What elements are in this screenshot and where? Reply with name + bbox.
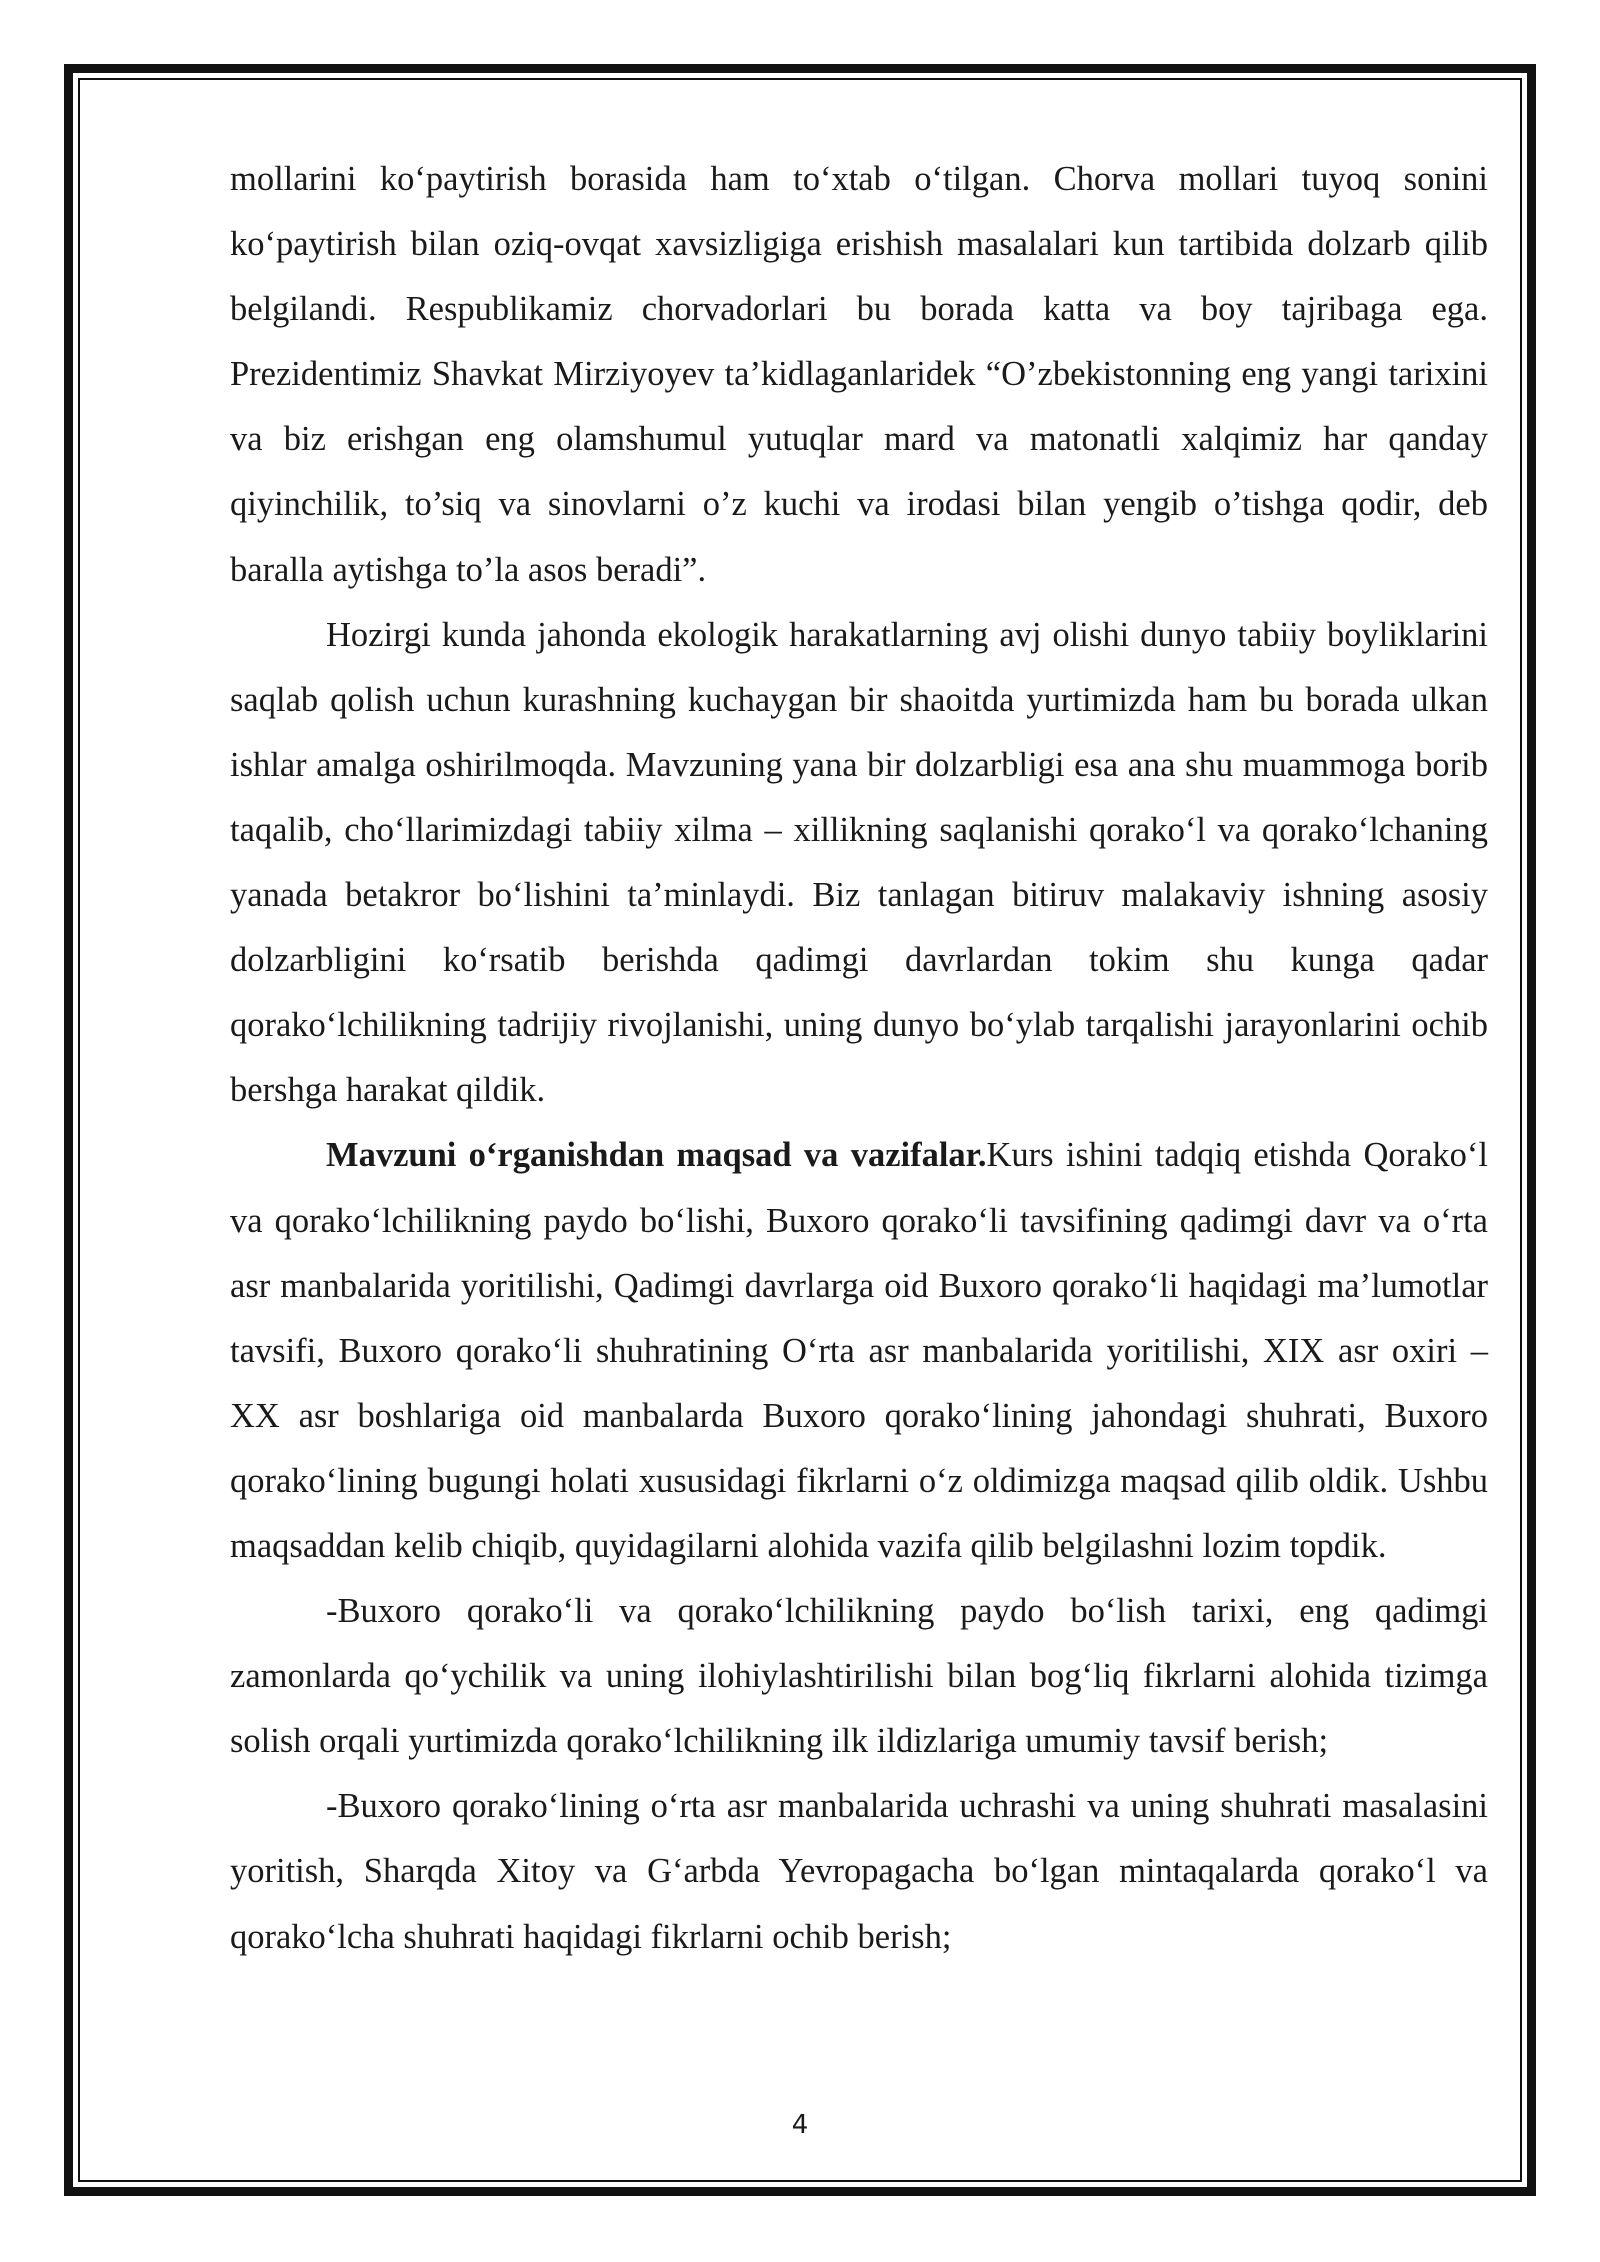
list-item: -Buxoro qorakoʻlining oʻrta asr manbalarida uchrashi va uning shuhrati masalasini yoritish, Sharqda Xitoy va Gʻarbda Yevropagacha boʻlgan mintaqalarda qorakoʻl va qorakoʻlcha shuhrati haqidagi fikrlarni ochib berish; (230, 1787, 1488, 1956)
paragraph (230, 1123, 1488, 1579)
paragraph-text: Kurs ishini tadqiq etishda Qorakoʻl va qorakoʻlchilikning paydo boʻlishi, Buxoro qorakoʻli tavsifining qadimgi davr va oʻrta asr manbalarida yoritilishi, Qadimgi davrlarga oid Buxoro qorakoʻli haqidagi ma’lumotlar tavsifi, Buxoro qorakoʻli shuhratining Oʻrta asr manbalarida yoritilishi, XIX asr oxiri – XX asr boshlariga oid manbalarda Buxoro qorakoʻlining jahondagi shuhrati, Buxoro qorakoʻlining bugungi holati xususidagi fikrlarni oʻz oldimizga maqsad qilib oldik. Ushbu maqsaddan kelib chiqib, quyidagilarni alohida vazifa qilib belgilashni lozim topdik. (230, 1136, 1488, 1565)
section-heading: Mavzuni oʻrganishdan maqsad va vazifalar. (326, 1136, 987, 1175)
list-item: -Buxoro qorakoʻli va qorakoʻlchilikning paydo boʻlish tarixi, eng qadimgi zamonlarda qoʻychilik va uning ilohiylashtirilishi bilan bogʻliq fikrlarni alohida tizimga solish orqali yurtimizda qorakoʻlchilikning ilk ildizlariga umumiy tavsif berish; (230, 1592, 1488, 1761)
page-number: 4 (791, 2110, 809, 2140)
paragraph: mollarini koʻpaytirish borasida ham toʻxtab oʻtilgan. Chorva mollari tuyoq sonini koʻpaytirish bilan oziq-ovqat xavsizligiga erishish masalalari kun tartibida dolzarb qilib belgilandi. Respublikamiz chorvadorlari bu borada katta va boy tajribaga ega. Prezidentimiz Shavkat Mirziyoyev ta’kidlaganlaridek “O’zbekistonning eng yangi tarixini va biz erishgan eng olamshumul yutuqlar mard va matonatli xalqimiz har qanday qiyinchilik, to’siq va sinovlarni o’z kuchi va irodasi bilan yengib o’tishga qodir, deb baralla aytishga to’la asos beradi”. (230, 160, 1488, 589)
document-body (230, 147, 1488, 1970)
paragraph: Hozirgi kunda jahonda ekologik harakatlarning avj olishi dunyo tabiiy boyliklarini saqlab qolish uchun kurashning kuchaygan bir shaoitda yurtimizda ham bu borada ulkan ishlar amalga oshirilmoqda. Mavzuning yana bir dolzarbligi esa ana shu muammoga borib taqalib, choʻllarimizdagi tabiiy xilma – xillikning saqlanishi qorakoʻl va qorakoʻlchaning yanada betakror boʻlishini ta’minlaydi. Biz tanlagan bitiruv malakaviy ishning asosiy dolzarbligini koʻrsatib berishda qadimgi davrlardan tokim shu kunga qadar qorakoʻlchilikning tadrijiy rivojlanishi, uning dunyo boʻylab tarqalishi jarayonlarini ochib bershga harakat qildik. (230, 615, 1488, 1110)
